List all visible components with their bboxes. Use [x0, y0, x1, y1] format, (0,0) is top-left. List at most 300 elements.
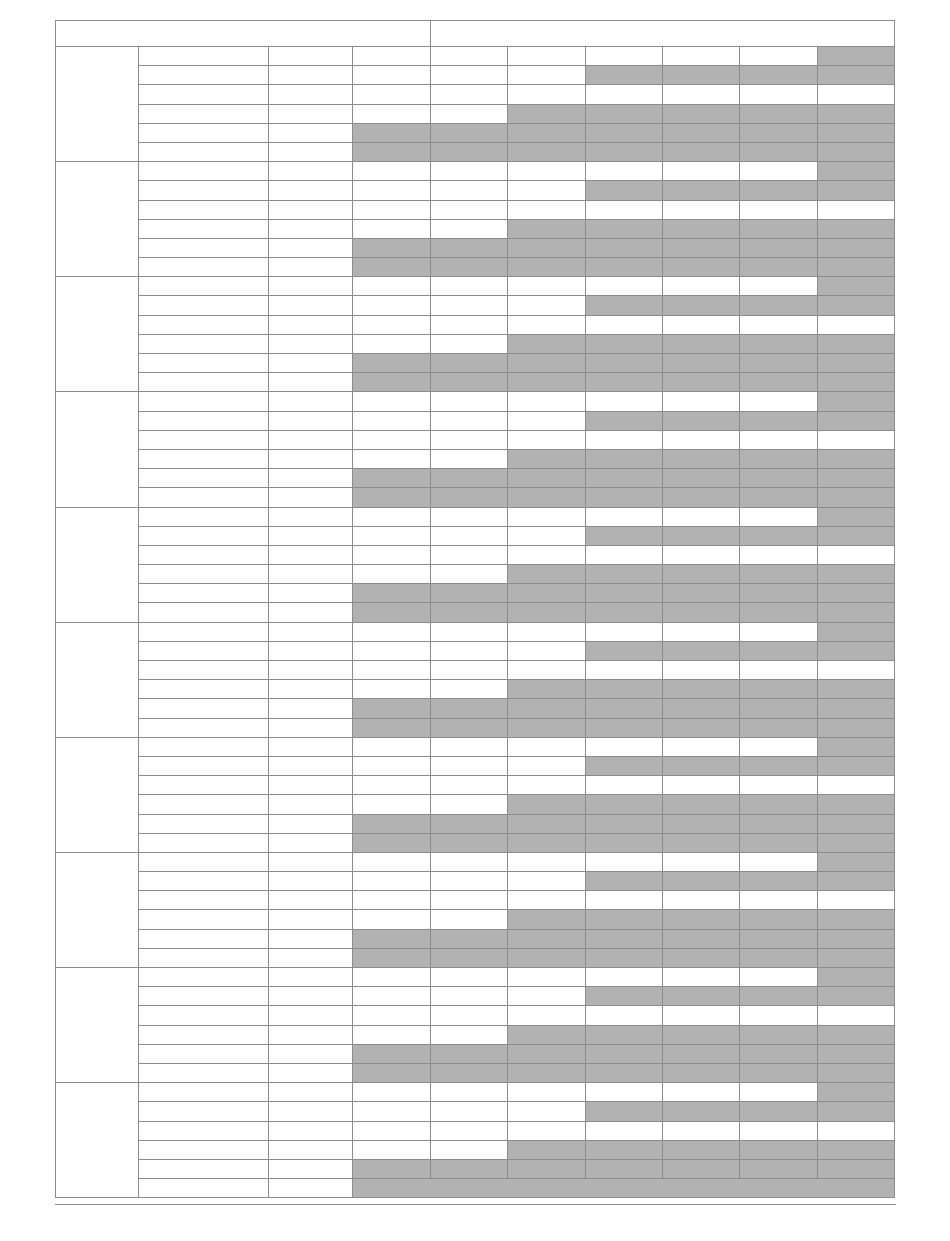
row-label-cell: [139, 123, 269, 142]
value-cell: [353, 296, 431, 315]
value-cell: [431, 987, 508, 1006]
value-cell: [269, 872, 353, 891]
value-cell-shaded: [586, 565, 663, 584]
table-row: [56, 872, 895, 891]
value-cell: [431, 872, 508, 891]
value-cell-shaded: [818, 565, 895, 584]
value-cell-shaded: [818, 680, 895, 699]
table-row: [56, 776, 895, 795]
value-cell-shaded: [663, 258, 740, 277]
value-cell: [663, 852, 740, 871]
value-cell: [269, 142, 353, 161]
value-cell-shaded: [508, 219, 586, 238]
value-cell: [508, 181, 586, 200]
value-cell: [353, 1006, 431, 1025]
value-cell-shaded: [353, 1179, 895, 1198]
value-cell: [818, 315, 895, 334]
value-cell-shaded: [431, 123, 508, 142]
block-label-cell: [56, 47, 139, 162]
value-cell-shaded: [586, 354, 663, 373]
value-cell-shaded: [740, 411, 818, 430]
value-cell-shaded: [508, 1159, 586, 1178]
value-cell: [508, 545, 586, 564]
value-cell: [508, 661, 586, 680]
table-row: [56, 507, 895, 526]
value-cell-shaded: [818, 814, 895, 833]
value-cell: [269, 929, 353, 948]
value-cell: [269, 1102, 353, 1121]
value-cell: [269, 354, 353, 373]
value-cell: [508, 507, 586, 526]
value-cell: [586, 852, 663, 871]
value-cell: [740, 891, 818, 910]
block-label-cell: [56, 392, 139, 507]
value-cell-shaded: [818, 123, 895, 142]
value-cell: [431, 219, 508, 238]
value-cell-shaded: [508, 1140, 586, 1159]
value-cell-shaded: [663, 929, 740, 948]
value-cell: [663, 47, 740, 66]
table-row: [56, 833, 895, 852]
row-label-cell: [139, 296, 269, 315]
value-cell: [586, 507, 663, 526]
value-cell: [818, 661, 895, 680]
value-cell-shaded: [353, 373, 431, 392]
value-cell-shaded: [663, 104, 740, 123]
value-cell-shaded: [353, 488, 431, 507]
value-cell-shaded: [740, 258, 818, 277]
value-cell-shaded: [586, 1102, 663, 1121]
row-label-cell: [139, 430, 269, 449]
value-cell: [269, 66, 353, 85]
value-cell-shaded: [740, 1159, 818, 1178]
value-cell-shaded: [663, 123, 740, 142]
row-label-cell: [139, 1102, 269, 1121]
table-row: [56, 948, 895, 967]
value-cell-shaded: [663, 584, 740, 603]
value-cell-shaded: [508, 142, 586, 161]
value-cell-shaded: [818, 354, 895, 373]
value-cell-shaded: [508, 354, 586, 373]
value-cell: [353, 910, 431, 929]
value-cell: [269, 987, 353, 1006]
value-cell: [508, 891, 586, 910]
value-cell: [508, 296, 586, 315]
table-row: [56, 469, 895, 488]
value-cell: [269, 85, 353, 104]
value-cell: [586, 315, 663, 334]
value-cell-shaded: [740, 1025, 818, 1044]
value-cell: [818, 430, 895, 449]
value-cell-shaded: [431, 373, 508, 392]
value-cell: [431, 565, 508, 584]
value-cell: [353, 987, 431, 1006]
value-cell: [269, 296, 353, 315]
value-cell-shaded: [818, 373, 895, 392]
table-row: [56, 1140, 895, 1159]
value-cell: [740, 392, 818, 411]
value-cell-shaded: [663, 756, 740, 775]
value-cell-shaded: [663, 680, 740, 699]
value-cell-shaded: [740, 66, 818, 85]
value-cell-shaded: [586, 929, 663, 948]
value-cell-shaded: [586, 833, 663, 852]
row-label-cell: [139, 334, 269, 353]
value-cell-shaded: [586, 603, 663, 622]
value-cell-shaded: [508, 929, 586, 948]
row-label-cell: [139, 219, 269, 238]
value-cell: [508, 392, 586, 411]
table-row: [56, 123, 895, 142]
value-cell-shaded: [740, 1063, 818, 1082]
value-cell-shaded: [740, 334, 818, 353]
row-label-cell: [139, 565, 269, 584]
row-label-cell: [139, 910, 269, 929]
value-cell: [663, 622, 740, 641]
value-cell: [353, 85, 431, 104]
value-cell-shaded: [508, 699, 586, 718]
value-cell-shaded: [353, 1063, 431, 1082]
row-label-cell: [139, 66, 269, 85]
value-cell: [508, 756, 586, 775]
value-cell: [269, 47, 353, 66]
value-cell: [663, 315, 740, 334]
value-cell-shaded: [586, 142, 663, 161]
value-cell: [508, 1083, 586, 1102]
value-cell-shaded: [508, 104, 586, 123]
bottom-rule: [55, 1204, 896, 1205]
value-cell-shaded: [431, 354, 508, 373]
table-row: [56, 603, 895, 622]
value-cell-shaded: [508, 603, 586, 622]
value-cell-shaded: [818, 449, 895, 468]
value-cell-shaded: [663, 603, 740, 622]
value-cell: [269, 334, 353, 353]
table-row: [56, 545, 895, 564]
value-cell-shaded: [663, 181, 740, 200]
value-cell: [818, 200, 895, 219]
value-cell: [663, 162, 740, 181]
value-cell: [818, 891, 895, 910]
row-label-cell: [139, 1179, 269, 1198]
table-row: [56, 1102, 895, 1121]
value-cell: [269, 852, 353, 871]
row-label-cell: [139, 315, 269, 334]
value-cell: [431, 1102, 508, 1121]
value-cell: [508, 200, 586, 219]
value-cell-shaded: [818, 162, 895, 181]
table-row: [56, 277, 895, 296]
value-cell: [586, 1121, 663, 1140]
value-cell: [353, 277, 431, 296]
value-cell: [269, 507, 353, 526]
table-row: [56, 1063, 895, 1082]
value-cell-shaded: [663, 219, 740, 238]
row-label-cell: [139, 795, 269, 814]
value-cell: [269, 1006, 353, 1025]
header-row: [56, 21, 895, 47]
value-cell-shaded: [431, 948, 508, 967]
value-cell: [353, 565, 431, 584]
table-row: [56, 142, 895, 161]
value-cell-shaded: [663, 1063, 740, 1082]
table-row: [56, 1179, 895, 1198]
value-cell-shaded: [586, 910, 663, 929]
value-cell-shaded: [818, 622, 895, 641]
value-cell: [353, 680, 431, 699]
value-cell: [508, 987, 586, 1006]
value-cell: [508, 162, 586, 181]
row-label-cell: [139, 373, 269, 392]
row-label-cell: [139, 814, 269, 833]
value-cell-shaded: [818, 469, 895, 488]
value-cell-shaded: [431, 142, 508, 161]
value-cell: [508, 622, 586, 641]
value-cell: [269, 641, 353, 660]
value-cell-shaded: [740, 603, 818, 622]
value-cell: [740, 661, 818, 680]
value-cell: [269, 948, 353, 967]
value-cell-shaded: [818, 47, 895, 66]
value-cell-shaded: [740, 872, 818, 891]
value-cell: [740, 430, 818, 449]
value-cell-shaded: [586, 795, 663, 814]
value-cell-shaded: [740, 948, 818, 967]
value-cell-shaded: [818, 66, 895, 85]
table-row: [56, 584, 895, 603]
value-cell-shaded: [740, 526, 818, 545]
table-row: [56, 680, 895, 699]
value-cell: [508, 526, 586, 545]
value-cell-shaded: [586, 1063, 663, 1082]
value-cell-shaded: [663, 1159, 740, 1178]
value-cell-shaded: [508, 910, 586, 929]
value-cell: [431, 392, 508, 411]
value-cell-shaded: [818, 488, 895, 507]
value-cell-shaded: [818, 1044, 895, 1063]
value-cell-shaded: [663, 1140, 740, 1159]
value-cell-shaded: [818, 968, 895, 987]
value-cell-shaded: [586, 718, 663, 737]
value-cell: [269, 833, 353, 852]
value-cell-shaded: [353, 699, 431, 718]
table-row: [56, 1044, 895, 1063]
row-label-cell: [139, 948, 269, 967]
value-cell-shaded: [508, 238, 586, 257]
value-cell-shaded: [508, 1063, 586, 1082]
row-label-cell: [139, 987, 269, 1006]
row-label-cell: [139, 1159, 269, 1178]
value-cell-shaded: [508, 718, 586, 737]
value-cell: [269, 430, 353, 449]
value-cell: [353, 315, 431, 334]
table-row: [56, 85, 895, 104]
value-cell-shaded: [586, 373, 663, 392]
value-cell-shaded: [586, 449, 663, 468]
value-cell-shaded: [740, 181, 818, 200]
value-cell: [818, 85, 895, 104]
row-label-cell: [139, 968, 269, 987]
value-cell-shaded: [740, 910, 818, 929]
value-cell: [740, 1006, 818, 1025]
value-cell: [663, 1006, 740, 1025]
table-row: [56, 66, 895, 85]
value-cell-shaded: [586, 699, 663, 718]
value-cell: [508, 411, 586, 430]
row-label-cell: [139, 47, 269, 66]
value-cell: [269, 910, 353, 929]
value-cell-shaded: [740, 987, 818, 1006]
value-cell: [740, 47, 818, 66]
value-cell: [269, 238, 353, 257]
value-cell-shaded: [663, 718, 740, 737]
value-cell-shaded: [740, 373, 818, 392]
row-label-cell: [139, 162, 269, 181]
value-cell-shaded: [818, 238, 895, 257]
value-cell: [269, 488, 353, 507]
value-cell-shaded: [586, 469, 663, 488]
value-cell-shaded: [431, 718, 508, 737]
value-cell: [586, 430, 663, 449]
value-cell: [740, 162, 818, 181]
value-cell: [431, 47, 508, 66]
value-cell-shaded: [431, 469, 508, 488]
row-label-cell: [139, 411, 269, 430]
table-row: [56, 373, 895, 392]
value-cell-shaded: [740, 104, 818, 123]
value-cell-shaded: [586, 1025, 663, 1044]
value-cell: [431, 1083, 508, 1102]
value-cell-shaded: [818, 603, 895, 622]
value-cell: [818, 776, 895, 795]
block-label-cell: [56, 1083, 139, 1198]
value-cell-shaded: [663, 238, 740, 257]
value-cell-shaded: [818, 1083, 895, 1102]
value-cell-shaded: [663, 987, 740, 1006]
value-cell: [586, 200, 663, 219]
value-cell: [431, 891, 508, 910]
value-cell: [740, 545, 818, 564]
shaded-grid-table: [55, 20, 895, 1198]
value-cell: [353, 968, 431, 987]
value-cell: [269, 565, 353, 584]
value-cell-shaded: [740, 699, 818, 718]
value-cell: [508, 872, 586, 891]
value-cell: [353, 219, 431, 238]
value-cell-shaded: [431, 814, 508, 833]
value-cell: [663, 277, 740, 296]
value-cell-shaded: [818, 910, 895, 929]
value-cell-shaded: [740, 469, 818, 488]
block-label-cell: [56, 162, 139, 277]
value-cell-shaded: [508, 334, 586, 353]
value-cell: [269, 373, 353, 392]
value-cell-shaded: [818, 929, 895, 948]
value-cell-shaded: [663, 526, 740, 545]
value-cell: [269, 526, 353, 545]
value-cell-shaded: [353, 948, 431, 967]
value-cell-shaded: [353, 258, 431, 277]
value-cell: [740, 622, 818, 641]
row-label-cell: [139, 891, 269, 910]
value-cell: [353, 104, 431, 123]
value-cell: [353, 1083, 431, 1102]
value-cell: [269, 1179, 353, 1198]
value-cell-shaded: [508, 814, 586, 833]
value-cell-shaded: [663, 1025, 740, 1044]
table-row: [56, 718, 895, 737]
value-cell: [586, 392, 663, 411]
value-cell: [508, 85, 586, 104]
value-cell-shaded: [818, 277, 895, 296]
value-cell: [431, 277, 508, 296]
value-cell: [431, 181, 508, 200]
value-cell-shaded: [663, 334, 740, 353]
value-cell-shaded: [663, 488, 740, 507]
value-cell-shaded: [431, 1159, 508, 1178]
value-cell-shaded: [818, 258, 895, 277]
value-cell-shaded: [663, 948, 740, 967]
value-cell-shaded: [586, 680, 663, 699]
value-cell-shaded: [818, 584, 895, 603]
value-cell: [353, 756, 431, 775]
value-cell: [740, 737, 818, 756]
value-cell: [431, 776, 508, 795]
value-cell-shaded: [740, 219, 818, 238]
value-cell-shaded: [818, 852, 895, 871]
value-cell-shaded: [818, 296, 895, 315]
value-cell-shaded: [740, 238, 818, 257]
value-cell-shaded: [508, 449, 586, 468]
value-cell-shaded: [586, 488, 663, 507]
value-cell: [269, 449, 353, 468]
value-cell-shaded: [586, 526, 663, 545]
value-cell: [431, 852, 508, 871]
row-label-cell: [139, 680, 269, 699]
value-cell: [431, 296, 508, 315]
value-cell: [431, 910, 508, 929]
value-cell: [431, 85, 508, 104]
value-cell: [431, 526, 508, 545]
row-label-cell: [139, 277, 269, 296]
value-cell-shaded: [818, 641, 895, 660]
value-cell: [508, 277, 586, 296]
value-cell: [431, 411, 508, 430]
table-row: [56, 392, 895, 411]
value-cell: [740, 1083, 818, 1102]
value-cell: [431, 545, 508, 564]
value-cell-shaded: [508, 948, 586, 967]
table-row: [56, 354, 895, 373]
row-label-cell: [139, 833, 269, 852]
value-cell: [508, 430, 586, 449]
value-cell-shaded: [586, 66, 663, 85]
value-cell-shaded: [586, 411, 663, 430]
value-cell-shaded: [508, 1044, 586, 1063]
value-cell: [740, 315, 818, 334]
value-cell-shaded: [586, 104, 663, 123]
value-cell-shaded: [586, 872, 663, 891]
table-row: [56, 488, 895, 507]
row-label-cell: [139, 85, 269, 104]
row-label-cell: [139, 181, 269, 200]
value-cell: [353, 776, 431, 795]
value-cell: [740, 776, 818, 795]
value-cell: [818, 545, 895, 564]
value-cell: [269, 200, 353, 219]
value-cell: [663, 891, 740, 910]
value-cell-shaded: [353, 584, 431, 603]
